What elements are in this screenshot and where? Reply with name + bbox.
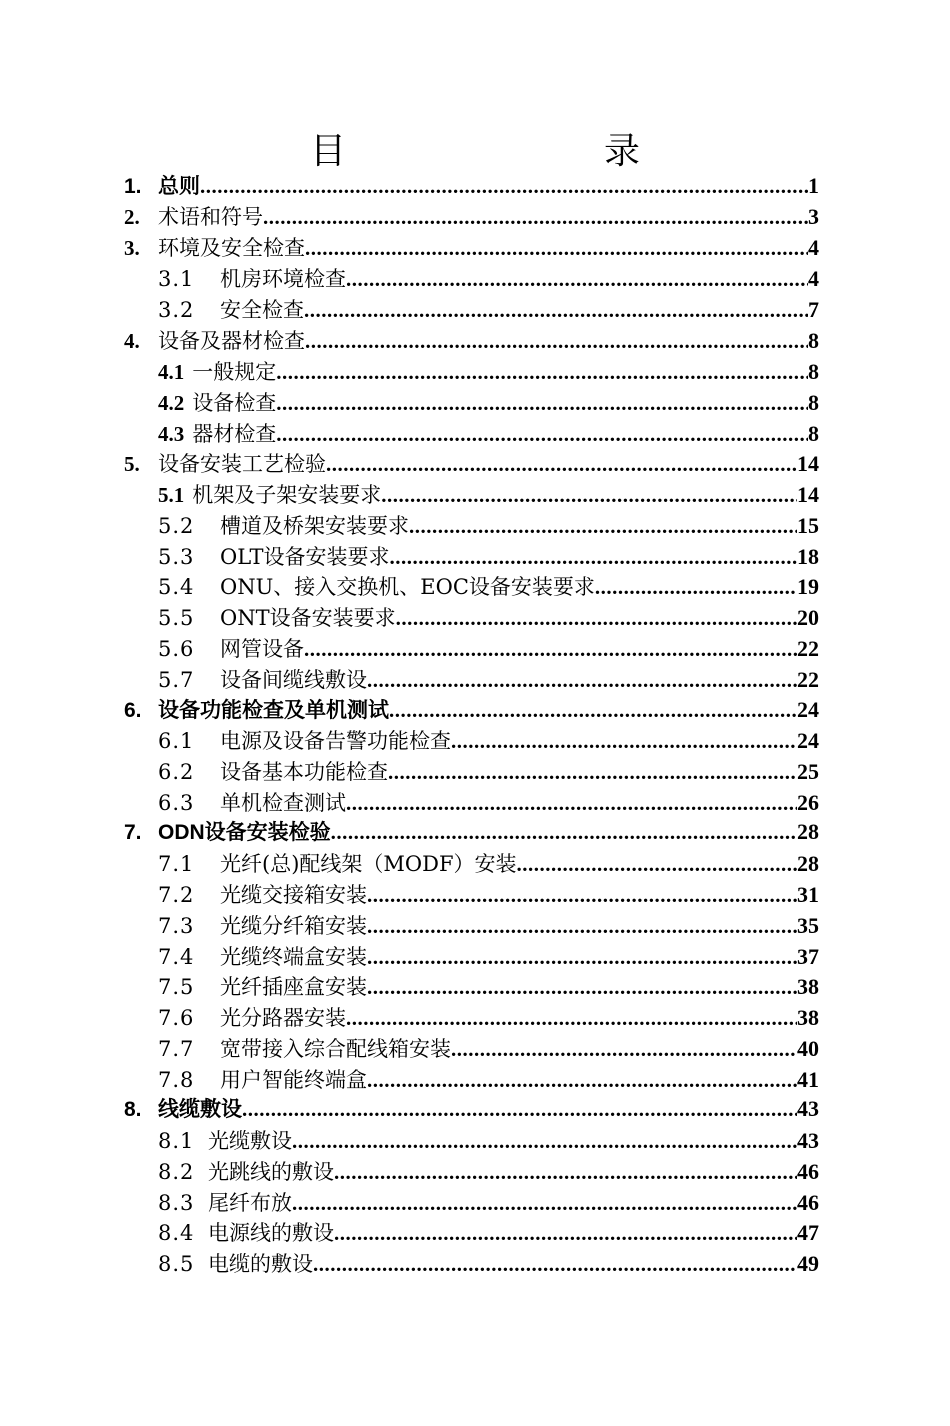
toc-leader-dots: [334, 1218, 797, 1248]
toc-entry[interactable]: [124, 202, 819, 232]
toc-entry-page: 28: [797, 851, 819, 876]
toc-leader-dots: [367, 665, 797, 695]
toc-title: 目 录: [309, 131, 702, 172]
toc-entry[interactable]: [158, 634, 819, 664]
toc-entry-number: 7.2: [158, 883, 195, 907]
toc-leader-dots: [389, 695, 797, 725]
toc-entry-label: 电缆的敷设: [208, 1252, 313, 1276]
toc-entry-number: 3.: [124, 236, 140, 260]
toc-entry-number: 7.: [124, 821, 142, 844]
toc-leader-dots: [200, 171, 808, 201]
toc-entry-number: 5.1: [158, 483, 185, 507]
toc-entry-page: 7: [808, 297, 819, 322]
toc-entry-number: 5.: [124, 452, 140, 476]
toc-entry-label: 总则: [158, 175, 200, 198]
toc-entry-number: 7.1: [158, 852, 195, 876]
toc-entry-label: 一般规定: [192, 360, 277, 384]
toc-leader-dots: [276, 357, 808, 387]
toc-entry-page: 14: [797, 451, 819, 476]
toc-entry-page: 38: [797, 1005, 819, 1030]
toc-entry-label: ONU、接入交换机、EOC设备安装要求: [220, 575, 595, 599]
toc-entry-page: 8: [808, 328, 819, 353]
toc-entry[interactable]: [158, 1188, 819, 1218]
toc-leader-dots: [276, 419, 808, 449]
toc-entry-number: 4.: [124, 329, 140, 353]
toc-entry-number: 6.3: [158, 791, 195, 815]
toc-leader-dots: [389, 542, 797, 572]
toc-entry-page: 41: [797, 1067, 819, 1092]
toc-leader-dots: [388, 757, 797, 787]
toc-entry-page: 49: [797, 1251, 819, 1276]
toc-entry[interactable]: [158, 1003, 819, 1033]
toc-entry-label: 光跳线的敷设: [208, 1160, 334, 1184]
toc-entry-number: 7.8: [158, 1068, 195, 1092]
toc-entry[interactable]: [158, 264, 819, 294]
toc-leader-dots: [263, 202, 808, 232]
toc-entry[interactable]: [158, 357, 819, 387]
toc-entry-number: 3.1: [158, 267, 195, 291]
toc-entry-label: 术语和符号: [158, 205, 263, 229]
toc-entry-number: 5.3: [158, 545, 195, 569]
toc-entry-page: 24: [797, 728, 819, 753]
toc-entry-number: 8.4: [158, 1221, 195, 1245]
toc-entry[interactable]: [158, 511, 819, 541]
toc-entry-number: 8.3: [158, 1191, 195, 1215]
toc-leader-dots: [331, 817, 797, 847]
toc-entry-page: 1: [808, 173, 819, 198]
toc-entry-label: ONT设备安装要求: [220, 606, 396, 630]
toc-entry-label: 设备功能检查及单机测试: [158, 699, 389, 722]
toc-entry-number: 7.6: [158, 1006, 195, 1030]
toc-entry[interactable]: [158, 788, 819, 818]
toc-entry-label: 设备安装工艺检验: [158, 452, 326, 476]
toc-leader-dots: [367, 911, 797, 941]
toc-entry-label: 槽道及桥架安装要求: [220, 514, 409, 538]
toc-entry-label: 网管设备: [220, 637, 304, 661]
toc-entry[interactable]: [158, 388, 819, 418]
toc-entry[interactable]: [158, 480, 819, 510]
toc-entry[interactable]: [158, 1157, 819, 1187]
toc-entry-page: 3: [808, 204, 819, 229]
toc-entry-number: 8.: [124, 1098, 142, 1121]
toc-entry-page: 19: [797, 574, 819, 599]
toc-entry[interactable]: [124, 1094, 819, 1124]
toc-entry-number: 8.5: [158, 1252, 195, 1276]
toc-leader-dots: [346, 788, 797, 818]
toc-entry-label: OLT设备安装要求: [220, 545, 390, 569]
toc-entry-number: 4.3: [158, 422, 185, 446]
toc-entry[interactable]: [158, 726, 819, 756]
toc-entry-page: 43: [797, 1128, 819, 1153]
toc-entry-number: 7.3: [158, 914, 195, 938]
toc-leader-dots: [517, 849, 797, 879]
toc-entry-number: 5.6: [158, 637, 195, 661]
toc-entry-number: 6.1: [158, 729, 195, 753]
toc-leader-dots: [367, 880, 797, 910]
toc-entry-number: 5.4: [158, 575, 195, 599]
toc-entry[interactable]: [158, 1034, 819, 1064]
toc-entry-page: 4: [808, 266, 819, 291]
toc-entry-label: 设备基本功能检查: [220, 760, 388, 784]
toc-entry[interactable]: [124, 449, 819, 479]
toc-leader-dots: [451, 726, 797, 756]
toc-entry[interactable]: [158, 1126, 819, 1156]
toc-leader-dots: [381, 480, 797, 510]
toc-leader-dots: [305, 233, 808, 263]
toc-entry-label: 光缆终端盒安装: [220, 945, 367, 969]
toc-entry-label: 电源线的敷设: [208, 1221, 334, 1245]
toc-leader-dots: [292, 1188, 797, 1218]
toc-entry[interactable]: [158, 757, 819, 787]
toc-entry-number: 7.7: [158, 1037, 195, 1061]
toc-entry-label: 单机检查测试: [220, 791, 346, 815]
toc-entry[interactable]: [124, 695, 819, 725]
toc-leader-dots: [451, 1034, 797, 1064]
toc-leader-dots: [276, 388, 808, 418]
toc-leader-dots: [396, 603, 797, 633]
toc-entry-page: 46: [797, 1190, 819, 1215]
toc-leader-dots: [304, 295, 808, 325]
toc-entry-label: ODN设备安装检验: [158, 821, 331, 844]
toc-leader-dots: [292, 1126, 797, 1156]
toc-entry-label: 线缆敷设: [158, 1098, 242, 1121]
toc-entry-page: 15: [797, 513, 819, 538]
toc-entry[interactable]: [124, 171, 819, 201]
toc-entry-label: 宽带接入综合配线箱安装: [220, 1037, 451, 1061]
toc-entry-number: 5.7: [158, 668, 195, 692]
toc-leader-dots: [367, 1065, 797, 1095]
toc-entry-page: 14: [797, 482, 819, 507]
toc-entry-page: 22: [797, 667, 819, 692]
toc-entry[interactable]: [124, 326, 819, 356]
toc-entry-page: 35: [797, 913, 819, 938]
toc-entry-number: 5.5: [158, 606, 195, 630]
toc-entry-label: 环境及安全检查: [158, 236, 305, 260]
toc-entry-label: 用户智能终端盒: [220, 1068, 367, 1092]
toc-entry[interactable]: [158, 942, 819, 972]
toc-entry-number: 3.2: [158, 298, 195, 322]
toc-leader-dots: [313, 1249, 797, 1279]
toc-entry-label: 设备及器材检查: [158, 329, 305, 353]
toc-entry-page: 43: [797, 1096, 819, 1121]
toc-entry-label: 设备检查: [192, 391, 277, 415]
toc-entry[interactable]: [158, 880, 819, 910]
toc-leader-dots: [305, 326, 808, 356]
toc-leader-dots: [346, 264, 808, 294]
toc-entry-number: 6.2: [158, 760, 195, 784]
toc-entry-number: 6.: [124, 699, 142, 722]
toc-entry-label: 器材检查: [192, 422, 277, 446]
toc-entry-label: 电源及设备告警功能检查: [220, 729, 451, 753]
toc-entry-number: 4.1: [158, 360, 185, 384]
toc-entry[interactable]: [124, 233, 819, 263]
toc-entry-page: 22: [797, 636, 819, 661]
toc-entry-label: 尾纤布放: [208, 1191, 292, 1215]
toc-entry-page: 38: [797, 974, 819, 999]
toc-entry[interactable]: [158, 542, 819, 572]
toc-leader-dots: [346, 1003, 797, 1033]
toc-entry-page: 46: [797, 1159, 819, 1184]
toc-entry-label: 光缆交接箱安装: [220, 883, 367, 907]
toc-entry-number: 2.: [124, 205, 140, 229]
toc-entry-number: 5.2: [158, 514, 195, 538]
toc-entry-page: 25: [797, 759, 819, 784]
toc-entry[interactable]: [158, 572, 819, 602]
toc-leader-dots: [367, 942, 797, 972]
toc-entry-page: 18: [797, 544, 819, 569]
toc-entry-page: 47: [797, 1220, 819, 1245]
toc-leader-dots: [409, 511, 797, 541]
toc-entry-number: 8.1: [158, 1129, 195, 1153]
toc-entry-label: 光纤插座盒安装: [220, 975, 367, 999]
toc-entry-number: 1.: [124, 175, 142, 198]
toc-entry-number: 7.4: [158, 945, 195, 969]
toc-entry-page: 20: [797, 605, 819, 630]
toc-entry-page: 24: [797, 697, 819, 722]
toc-entry[interactable]: [158, 972, 819, 1002]
toc-leader-dots: [334, 1157, 797, 1187]
toc-entry[interactable]: [158, 849, 819, 879]
toc-entry-page: 40: [797, 1036, 819, 1061]
toc-entry-page: 28: [797, 819, 819, 844]
toc-leader-dots: [595, 572, 797, 602]
toc-leader-dots: [367, 972, 797, 1002]
toc-entry-number: 8.2: [158, 1160, 195, 1184]
toc-entry[interactable]: [158, 419, 819, 449]
toc-entry-label: 光分路器安装: [220, 1006, 346, 1030]
toc-entry-label: 光缆分纤箱安装: [220, 914, 367, 938]
toc-entry-label: 光纤(总)配线架（MODF）安装: [220, 852, 517, 876]
toc-entry-page: 4: [808, 235, 819, 260]
toc-entry-label: 设备间缆线敷设: [220, 668, 367, 692]
toc-entry-label: 光缆敷设: [208, 1129, 292, 1153]
toc-entry-page: 26: [797, 790, 819, 815]
toc-entry-label: 机架及子架安装要求: [192, 483, 382, 507]
toc-entry-page: 8: [808, 421, 819, 446]
toc-entry-page: 37: [797, 944, 819, 969]
toc-entry[interactable]: [158, 665, 819, 695]
toc-leader-dots: [304, 634, 797, 664]
toc-entry[interactable]: [158, 1218, 819, 1248]
toc-entry[interactable]: [158, 1065, 819, 1095]
toc-entry-number: 7.5: [158, 975, 195, 999]
toc-entry[interactable]: [158, 911, 819, 941]
toc-entry-page: 31: [797, 882, 819, 907]
toc-entry[interactable]: [158, 1249, 819, 1279]
toc-entry[interactable]: [124, 817, 819, 847]
toc-entry-page: 8: [808, 359, 819, 384]
toc-entry-number: 4.2: [158, 391, 185, 415]
toc-leader-dots: [326, 449, 797, 479]
toc-leader-dots: [242, 1094, 797, 1124]
toc-entry[interactable]: [158, 295, 819, 325]
toc-entry[interactable]: [158, 603, 819, 633]
toc-entry-label: 安全检查: [220, 298, 304, 322]
toc-entry-page: 8: [808, 390, 819, 415]
toc-entry-label: 机房环境检查: [220, 267, 346, 291]
